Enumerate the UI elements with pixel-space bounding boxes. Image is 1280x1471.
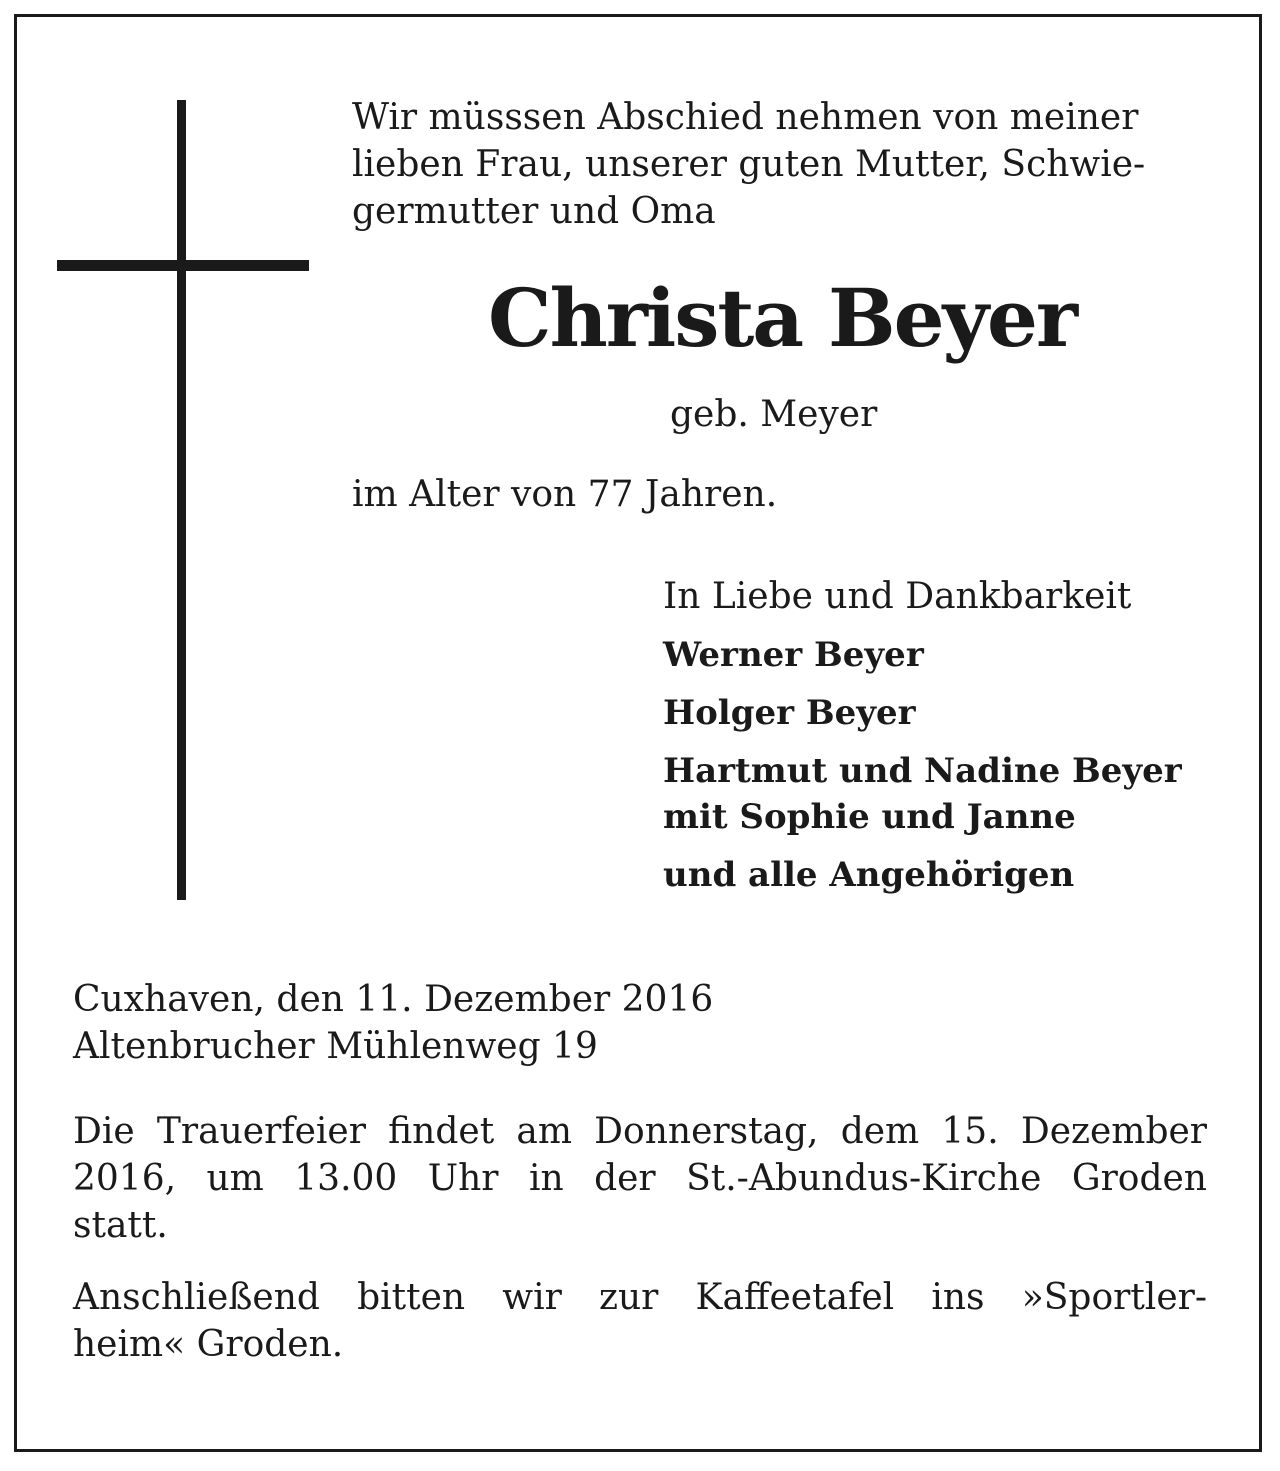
intro-line: lieben Frau, unserer guten Mutter, Schwie-: [352, 144, 1146, 185]
deceased-name: Christa Beyer: [487, 271, 1077, 365]
service-line: statt.: [73, 1205, 168, 1246]
intro-line: Wir müsssen Abschied nehmen von meiner: [352, 97, 1139, 138]
mourner-name: mit Sophie und Janne: [663, 797, 1076, 837]
cross-icon-vertical-bar: [177, 100, 186, 900]
mourners-intro: In Liebe und Dankbarkeit: [663, 576, 1132, 617]
mourner-name: Werner Beyer: [663, 635, 924, 675]
service-line: Die Trauerfeier findet am Donnerstag, dem 15. Dezember: [73, 1111, 1207, 1152]
reception-line: Anschließend bitten wir zur Kaffeetafel ins »Sportler-: [73, 1277, 1207, 1318]
mourner-name: und alle Angehörigen: [663, 855, 1075, 895]
reception-text: [73, 1274, 1207, 1368]
service-line: 2016, um 13.00 Uhr in der St.-Abundus-Kirche Groden: [73, 1158, 1207, 1199]
age-text: im Alter von 77 Jahren.: [352, 474, 778, 515]
mourners-block: [663, 572, 1223, 910]
place-and-date: [73, 976, 713, 1070]
mourner-entry: [663, 748, 1223, 840]
funeral-service-text: [73, 1108, 1207, 1249]
birth-name: geb. Meyer: [670, 394, 878, 435]
date-line: Cuxhaven, den 11. Dezember 2016: [73, 979, 714, 1020]
intro-line: germutter und Oma: [352, 191, 716, 232]
mourner-name: Holger Beyer: [663, 693, 916, 733]
mourner-entry: [663, 632, 1223, 678]
reception-line: heim« Groden.: [73, 1324, 344, 1365]
address-line: Altenbrucher Mühlenweg 19: [73, 1026, 598, 1067]
mourner-entry: [663, 852, 1223, 898]
mourner-entry: [663, 690, 1223, 736]
intro-text: [352, 94, 1222, 235]
cross-icon-horizontal-bar: [57, 260, 309, 271]
mourner-name: Hartmut und Nadine Beyer: [663, 751, 1182, 791]
